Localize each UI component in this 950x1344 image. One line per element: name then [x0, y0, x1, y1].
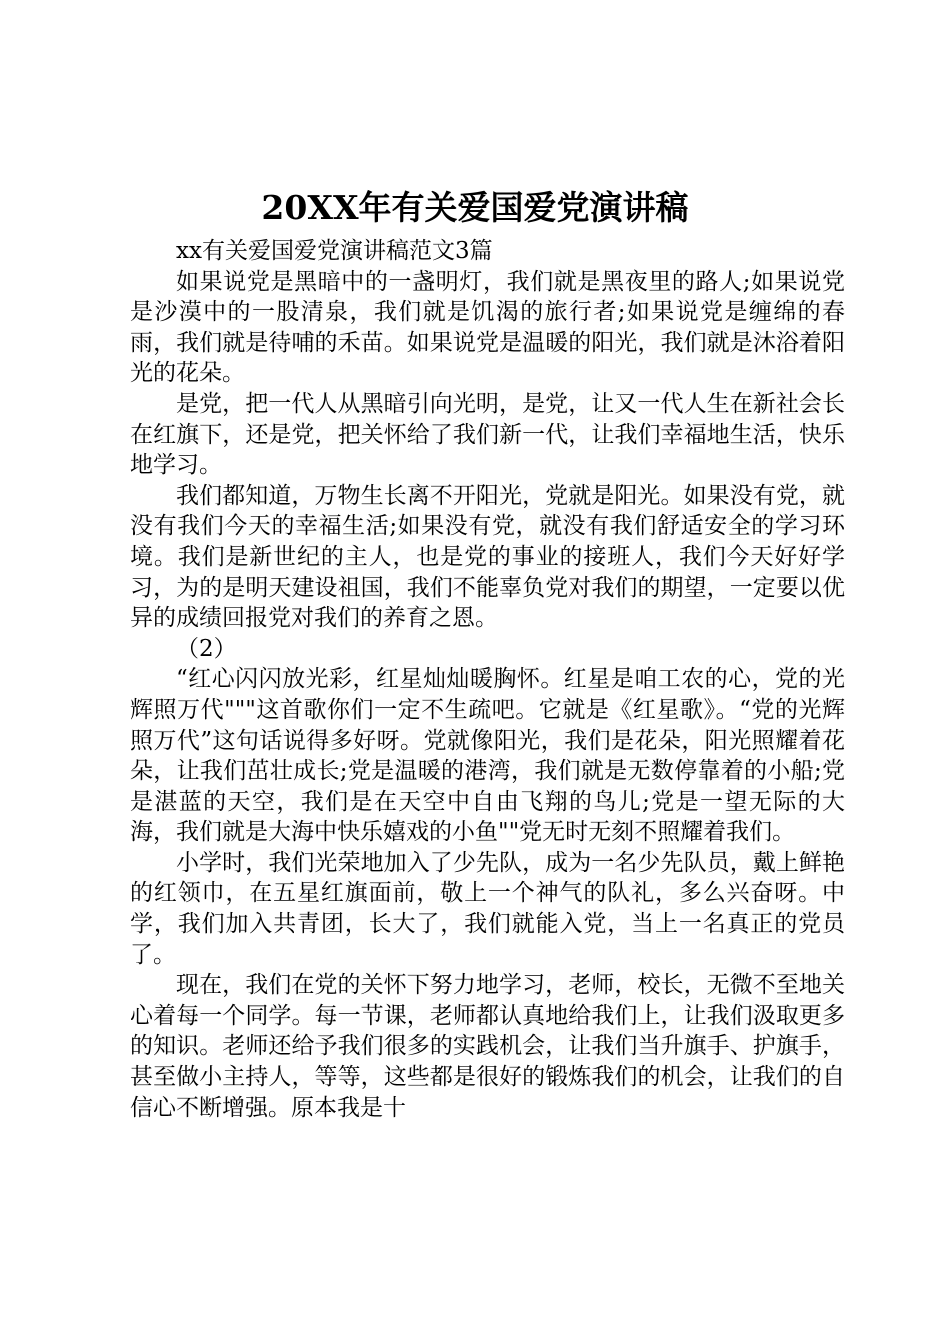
document-body [130, 236, 845, 1123]
body-paragraph: 如果说党是黑暗中的一盏明灯，我们就是黑夜里的路人;如果说党是沙漠中的一股清泉，我们就是饥渴的旅行者;如果说党是缠绵的春雨，我们就是待哺的禾苗。如果说党是温暖的阳光，我们就是沐浴着阳光的花朵。 [130, 268, 845, 387]
section-number: （2） [176, 635, 237, 662]
body-paragraph: 现在，我们在党的关怀下努力地学习，老师，校长，无微不至地关心着每一个同学。每一节课，老师都认真地给我们上，让我们汲取更多的知识。老师还给予我们很多的实践机会，让我们当升旗手、护旗手，甚至做小主持人，等等，这些都是很好的锻炼我们的机会，让我们的自信心不断增强。原本我是十 [130, 972, 845, 1121]
body-paragraph: 小学时，我们光荣地加入了少先队，成为一名少先队员，戴上鲜艳的红领巾，在五星红旗面前，敬上一个神气的队礼，多么兴奋呀。中学，我们加入共青团，长大了，我们就能入党，当上一名真正的党员了。 [130, 849, 845, 968]
body-paragraph: 我们都知道，万物生长离不开阳光，党就是阳光。如果没有党，就没有我们今天的幸福生活;如果没有党，就没有我们舒适安全的学习环境。我们是新世纪的主人，也是党的事业的接班人，我们今天好好学习，为的是明天建设祖国，我们不能辜负党对我们的期望，一定要以优异的成绩回报党对我们的养育之恩。 [130, 482, 845, 632]
body-paragraph: 是党，把一代人从黑暗引向光明，是党，让又一代人生在新社会长在红旗下，还是党，把关怀给了我们新一代，让我们幸福地生活，快乐地学习。 [130, 390, 845, 479]
body-paragraph: “红心闪闪放光彩，红星灿灿暖胸怀。红星是咱工农的心，党的光辉照万代"""这首歌你们一定不生疏吧。它就是《红星歌》。“党的光辉照万代”这句话说得多好呀。党就像阳光，我们是花朵，阳光照耀着花朵，让我们茁壮成长;党是温暖的港湾，我们就是无数停靠着的小船;党是湛蓝的天空，我们是在天空中自由飞翔的鸟儿;党是一望无际的大海，我们就是大海中快乐嬉戏的小鱼""党无时无刻不照耀着我们。 [130, 666, 845, 846]
document-title: 20XX年有关爱国爱党演讲稿 [261, 188, 689, 227]
subtitle-paragraph: xx有关爱国爱党演讲稿范文3篇 [176, 238, 493, 264]
